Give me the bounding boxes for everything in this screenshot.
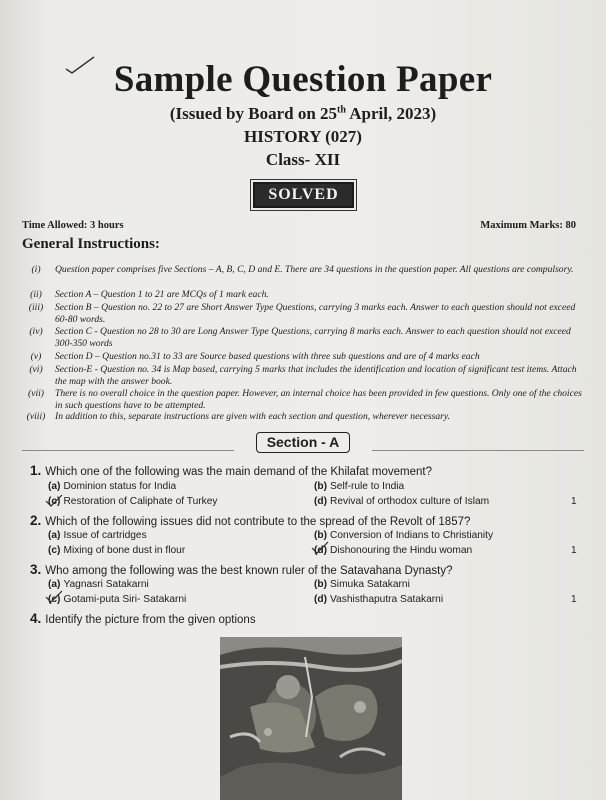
instruction-item: (ii) Section A – Question 1 to 21 are MCQs of 1 mark each.: [30, 289, 269, 300]
instruction-item: (v) Section D – Question no.31 to 33 are Source based questions with three sub questions and are of 4 marks each: [30, 351, 480, 362]
q3-option-b: (b) Simuka Satakarni: [314, 579, 410, 590]
instruction-item: (i) Question paper comprises five Sections – A, B, C, D and E. There are 34 questions in the question paper. All questions are compulsory.: [31, 264, 574, 275]
question-2: 2. Which of the following issues did not contribute to the spread of the Revolt of 1857?: [30, 513, 471, 528]
q3-option-d: (d) Vashisthaputra Satakarni: [314, 594, 444, 605]
q3-marks: 1: [571, 594, 577, 605]
q2-option-c: (c) Mixing of bone dust in flour: [48, 545, 186, 556]
answer-tick-icon: [44, 494, 64, 508]
general-instructions-heading: General Instructions:: [22, 236, 160, 252]
q1-option-d: (d) Revival of orthodox culture of Islam: [314, 496, 490, 507]
q1-option-b: (b) Self-rule to India: [314, 481, 405, 492]
instruction-item: (vii) There is no overall choice in the question paper. However, an internal choice has been provided in few questions. Only one of the choices in such questions have to be attempted.: [28, 388, 582, 411]
paper-title: Sample Question Paper: [113, 59, 493, 100]
sculpture-relief-image: [220, 637, 402, 800]
instruction-item: (vi) Section-E - Question no. 34 is Map based, carrying 5 marks that includes the identification and location of significant test items. Attach the map with the answer book.: [29, 364, 577, 387]
maximum-marks: Maximum Marks: 80: [480, 220, 576, 231]
section-a-heading: Section - A: [0, 432, 606, 453]
time-allowed: Time Allowed: 3 hours: [22, 220, 124, 231]
q2-option-a: (a) Issue of cartridges: [48, 530, 147, 541]
q2-option-b: (b) Conversion of Indians to Christianity: [314, 530, 494, 541]
q1-marks: 1: [571, 496, 577, 507]
q2-option-d: (d) Dishonouring the Hindu woman: [314, 545, 473, 556]
instruction-item: (iii) Section B – Question no. 22 to 27 are Short Answer Type Questions, carrying 3 marks each. Answer to each question should not exceed 60-80 words.: [28, 302, 576, 325]
question-3: 3. Who among the following was the best known ruler of the Satavahana Dynasty?: [30, 562, 453, 577]
q3-option-a: (a) Yagnasri Satakarni: [48, 579, 149, 590]
question-4: 4. Identify the picture from the given options: [30, 611, 256, 626]
subject-heading: HISTORY (027): [244, 127, 362, 146]
instruction-item: (viii) In addition to this, separate instructions are given with each section and question, wherever necessary.: [26, 411, 450, 422]
solved-badge: SOLVED: [253, 182, 354, 208]
answer-tick-icon: [44, 590, 64, 604]
question-1: 1. Which one of the following was the main demand of the Khilafat movement?: [30, 463, 433, 478]
q2-marks: 1: [571, 545, 577, 556]
q3-option-c: (c) Gotami-puta Siri- Satakarni: [48, 594, 187, 605]
answer-tick-icon: [310, 541, 330, 555]
instruction-item: (iv) Section C - Question no 28 to 30 are Long Answer Type Questions, carrying 8 marks each. Answer to each question should not exceed 300-350 words: [29, 326, 571, 349]
class-heading: Class- XII: [265, 150, 341, 169]
q1-option-a: (a) Dominion status for India: [48, 481, 177, 492]
paper-subtitle: (Issued by Board on 25th April, 2023): [169, 104, 437, 123]
q1-option-c: (c) Restoration of Caliphate of Turkey: [48, 496, 218, 507]
